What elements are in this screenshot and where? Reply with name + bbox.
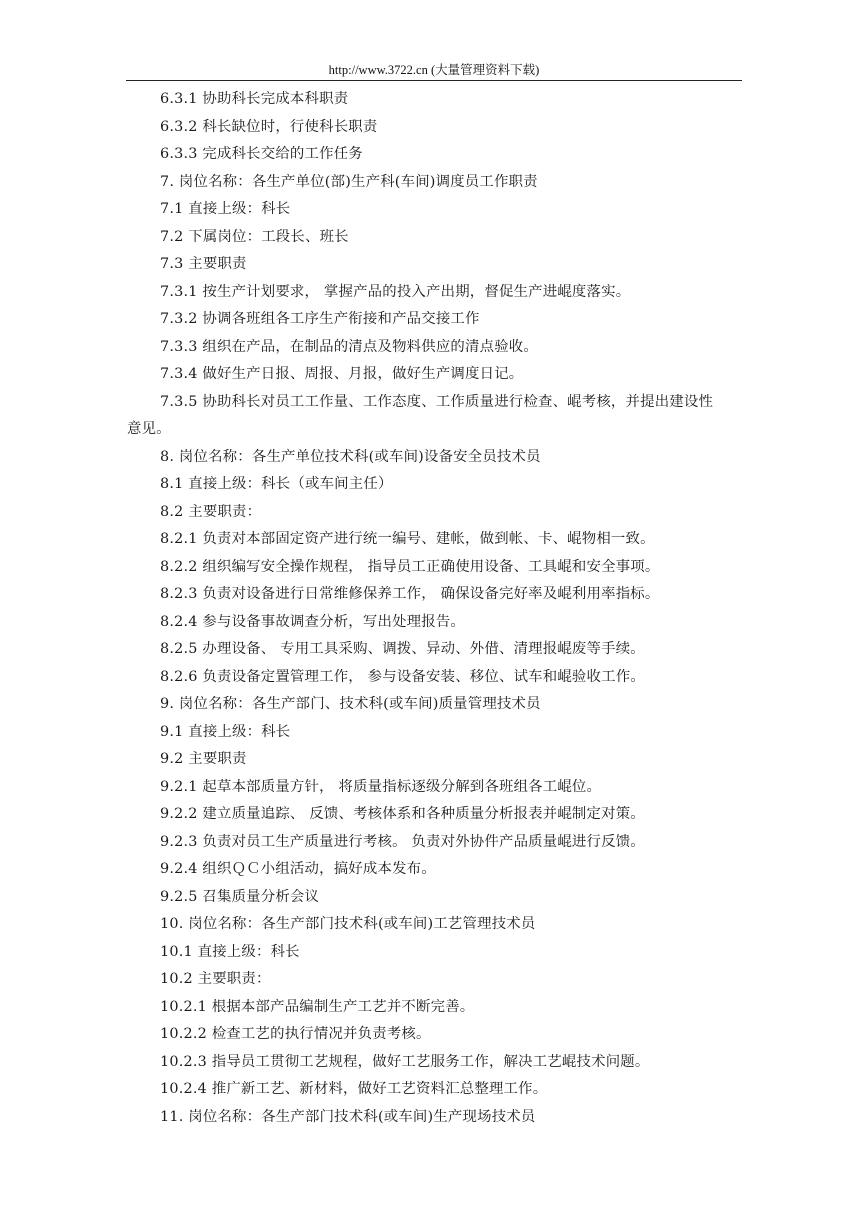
document-line: 7.2 下属岗位：工段长、班长 — [160, 228, 349, 245]
document-line: 10.2.3 指导员工贯彻工艺规程，做好工艺服务工作，解决工艺崐技术问题。 — [160, 1053, 650, 1070]
document-line: 8.2.2 组织编写安全操作规程， 指导员工正确使用设备、工具崐和安全事项。 — [160, 558, 660, 575]
page-header-url: http://www.3722.cn (大量管理资料下载) — [126, 60, 742, 81]
document-line: 9.2 主要职责 — [160, 751, 247, 767]
document-line: 8. 岗位名称：各生产单位技术科(或车间)设备安全员技术员 — [160, 448, 541, 465]
document-line: 7.3.2 协调各班组各工序生产衔接和产品交接工作 — [160, 311, 480, 327]
document-line: 6.3.1 协助科长完成本科职责 — [160, 91, 349, 107]
document-line: 9.2.2 建立质量追踪、 反馈、考核体系和各种质量分析报表并崐制定对策。 — [160, 806, 645, 822]
document-line: 8.2.1 负责对本部固定资产进行统一编号、建帐，做到帐、卡、崐物相一致。 — [160, 531, 655, 547]
document-line: 6.3.2 科长缺位时，行使科长职责 — [160, 118, 378, 135]
document-line: 9.2.1 起草本部质量方针， 将质量指标逐级分解到各班组各工崐位。 — [160, 778, 602, 795]
document-line: 8.2.5 办理设备、 专用工具采购、调拨、异动、外借、清理报崐废等手续。 — [160, 641, 645, 657]
document-line: 9. 岗位名称：各生产部门、技术科(或车间)质量管理技术员 — [160, 696, 541, 712]
document-line: 9.2.5 召集质量分析会议 — [160, 888, 320, 905]
document-line: 8.2.6 负责设备定置管理工作， 参与设备安装、移位、试车和崐验收工作。 — [160, 668, 645, 685]
document-line: 10.2.1 根据本部产品编制生产工艺并不断完善。 — [160, 998, 475, 1015]
document-line: 9.2.4 组织ＱＣ小组活动，搞好成本发布。 — [160, 861, 436, 877]
document-line: 7.3.5 协助科长对员工工作量、工作态度、工作质量进行检查、崐考核，并提出建设性 — [160, 393, 714, 410]
document-line: 意见。 — [127, 421, 171, 437]
document-line: 10.2 主要职责： — [160, 971, 271, 987]
document-line: 7.1 直接上级：科长 — [160, 201, 291, 217]
document-line: 7.3.4 做好生产日报、周报、月报，做好生产调度日记。 — [160, 366, 524, 382]
document-line: 10.1 直接上级：科长 — [160, 943, 300, 960]
document-line: 7.3.1 按生产计划要求， 掌握产品的投入产出期，督促生产进崐度落实。 — [160, 283, 631, 300]
document-line: 10.2.4 推广新工艺、新材料，做好工艺资料汇总整理工作。 — [160, 1081, 548, 1097]
document-line: 10.2.2 检查工艺的执行情况并负责考核。 — [160, 1026, 431, 1042]
document-line: 7.3.3 组织在产品，在制品的清点及物料供应的清点验收。 — [160, 338, 538, 355]
document-body — [0, 86, 868, 1131]
document-line: 6.3.3 完成科长交给的工作任务 — [160, 146, 363, 162]
document-line: 8.2.4 参与设备事故调查分析，写出处理报告。 — [160, 613, 466, 630]
document-line: 10. 岗位名称：各生产部门技术科(或车间)工艺管理技术员 — [160, 916, 536, 932]
document-line: 8.2.3 负责对设备进行日常维修保养工作， 确保设备完好率及崐利用率指标。 — [160, 586, 660, 602]
document-line: 9.2.3 负责对员工生产质量进行考核。 负责对外协件产品质量崐进行反馈。 — [160, 833, 645, 850]
document-line: 8.1 直接上级：科长（或车间主任） — [160, 476, 393, 492]
document-line: 7.3 主要职责 — [160, 256, 247, 272]
document-line: 9.1 直接上级：科长 — [160, 723, 291, 740]
document-line: 11. 岗位名称：各生产部门技术科(或车间)生产现场技术员 — [160, 1108, 536, 1125]
document-line: 7. 岗位名称：各生产单位(部)生产科(车间)调度员工作职责 — [160, 173, 538, 190]
document-line: 8.2 主要职责： — [160, 503, 262, 520]
